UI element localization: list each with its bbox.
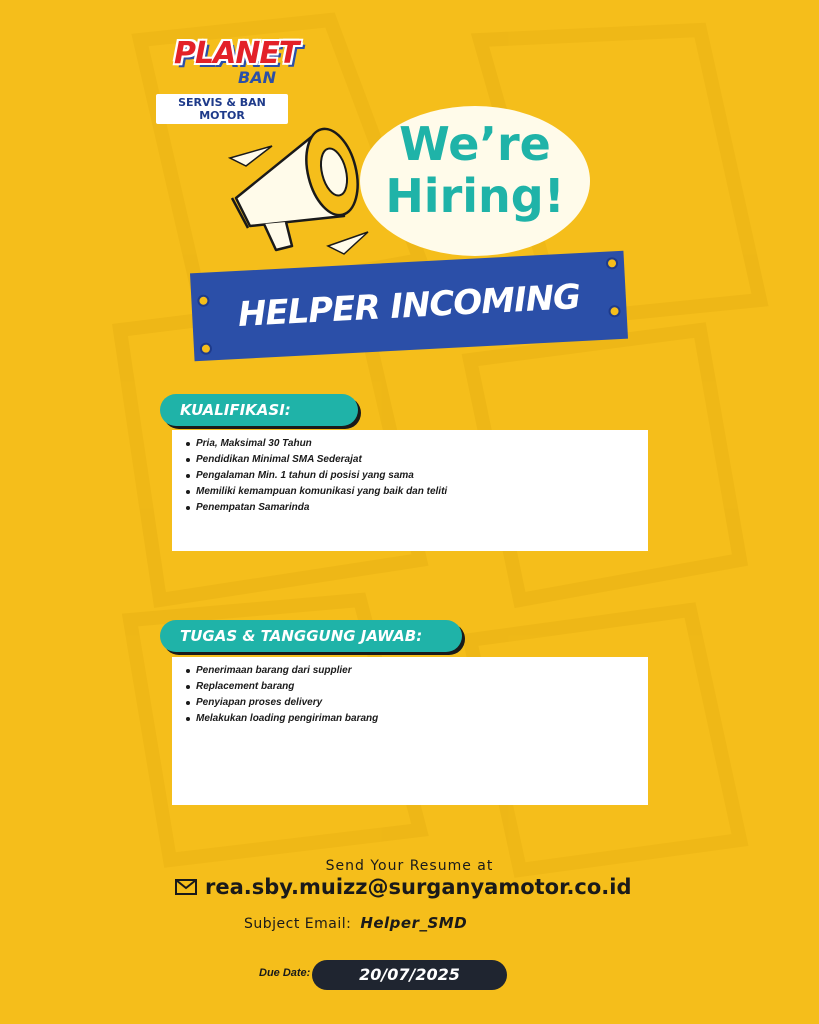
headline-line-2: Hiring! (385, 169, 565, 223)
qualifications-list (172, 430, 648, 516)
due-date-value: 20/07/2025 (312, 960, 507, 990)
subject-value: Helper_SMD (360, 914, 468, 932)
qualifications-panel (172, 430, 648, 551)
envelope-icon (175, 879, 197, 895)
duties-list (172, 657, 648, 727)
list-item: Penempatan Samarinda (196, 500, 648, 516)
qualifications-heading: KUALIFIKASI: (160, 394, 358, 426)
list-item: Replacement barang (196, 679, 648, 695)
list-item: Penyiapan proses delivery (196, 695, 648, 711)
logo-planet-text: PLANET (174, 36, 299, 71)
logo-ban-text: BAN (238, 68, 276, 87)
duties-panel (172, 657, 648, 805)
subject-label: Subject Email: (244, 916, 352, 932)
headline-line-1: We’re (399, 117, 551, 171)
list-item: Penerimaan barang dari supplier (196, 663, 648, 679)
megaphone-icon (228, 120, 378, 260)
list-item: Pengalaman Min. 1 tahun di posisi yang sama (196, 468, 648, 484)
list-item: Memiliki kemampuan komunikasi yang baik dan teliti (196, 484, 648, 500)
send-resume-label: Send Your Resume at (325, 858, 494, 874)
due-date-label: Due Date: (259, 967, 311, 979)
position-title: HELPER INCOMING (237, 277, 581, 335)
planet-ban-logo (156, 36, 299, 122)
list-item: Pria, Maksimal 30 Tahun (196, 436, 648, 452)
email-address[interactable]: rea.sby.muizz@surganyamotor.co.id (205, 875, 632, 899)
email-row (175, 872, 632, 902)
duties-heading: TUGAS & TANGGUNG JAWAB: (160, 620, 462, 652)
list-item: Pendidikan Minimal SMA Sederajat (196, 452, 648, 468)
list-item: Melakukan loading pengiriman barang (196, 711, 648, 727)
logo-tagline: SERVIS & BAN MOTOR (156, 94, 288, 124)
subject-row (244, 914, 467, 932)
hiring-headline (360, 118, 590, 222)
position-banner (190, 251, 628, 362)
